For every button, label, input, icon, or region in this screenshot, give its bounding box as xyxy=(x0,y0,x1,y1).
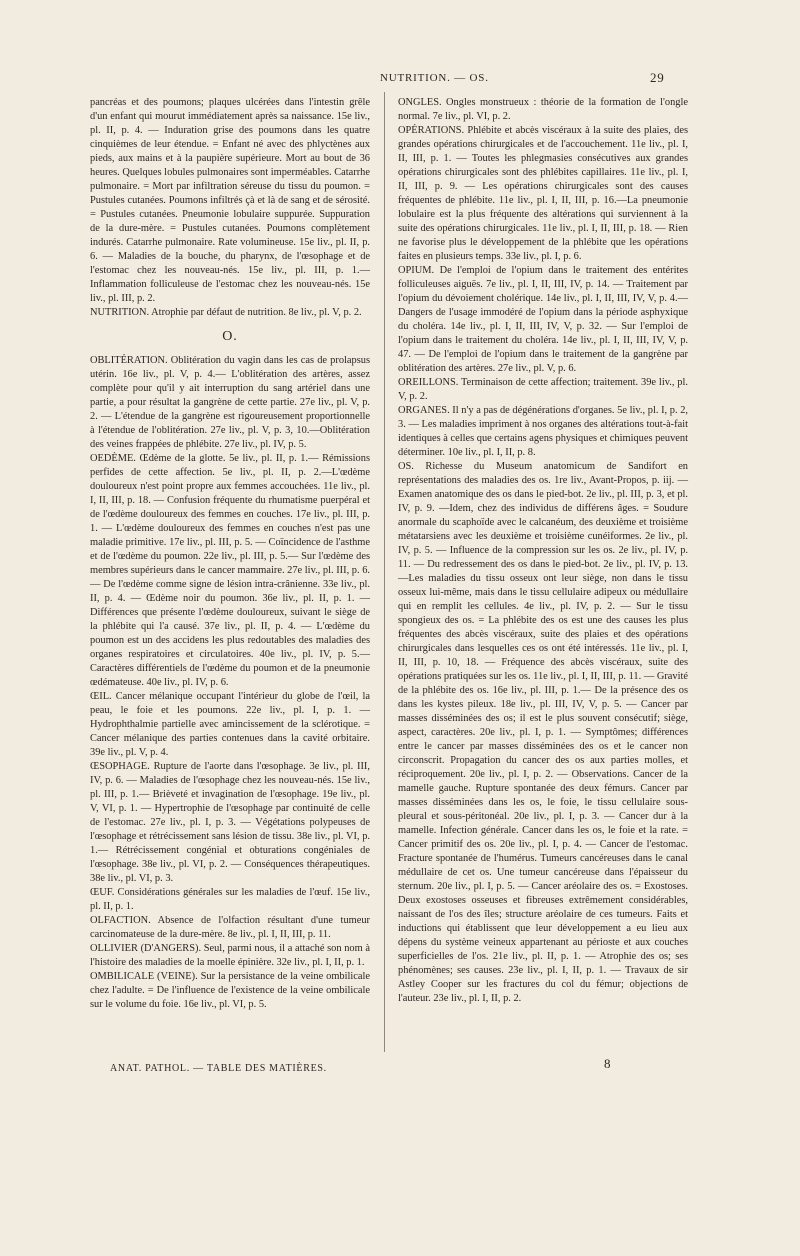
signature-mark: 8 xyxy=(604,1056,611,1071)
entry-paragraph: ONGLES. Ongles monstrueux : théorie de la formation de l'ongle normal. 7e liv., pl. VI, p. 2. xyxy=(398,97,688,122)
section-letter: O. xyxy=(222,329,238,344)
entry-paragraph: OS. Richesse du Museum anatomicum de Sandifort en représentations des maladies des os. 1re liv., Avant-Propos, p. iij. — Examen anatomique des os dans le pied-bot. 2e liv., pl. III, p. 3, et pl. IV, p. 9. —Idem, chez des individus de différens âges. = Soudure anormale du scaphoïde avec le calcanéum, des deuxième et troisième métatarsiens avec les deuxième et troisième cunéiformes. 2e liv., pl. IV, p. 5. — Influence de la compression sur les os. 2e liv., pl. IV, p. 11. — Du redressement des os dans le pied-bot. 2e liv., pl. IV, p. 13.—Les maladies du tissu osseux ont leur siège, non dans le tissu osseux lui-même, mais dans le tissu cellulaire adipeux ou médullaire qui en remplit les cellules. 4e liv., pl. IV, p. 2. — Sur le tissu spongieux des os. = La phlébite des os est une des causes les plus fréquentes des abcès viscéraux, suite des plaies et des opérations chirurgicales dans lesquelles ces os ont été intéressés. 11e liv., pl. I, II, III, p. 10, 18. — Fréquence des abcès viscéraux, suite des opérations pratiquées sur les os. 11e liv., pl. I, II, III, p. 11. — Gravité de la phlébite des os. 16e liv., pl. III, p. 1.— De la présence des os dans les kystes pileux. 18e liv., pl. III, IV, V, p. 5. — Cancer par masses disséminées des os; il est le plus souvent consécutif; siège, aspect, caractères. 20e liv., pl. I, p. 1. — Symptômes; différences entre le cancer par masses disséminées des os et le cancer non circonscrit. Propagation du cancer des os aux parties molles, et réciproquement. 20e liv., pl. I, p. 2. — Observations. Cancer de la mamelle gauche. Rupture spontanée des deux fémurs. Cancer par masses disséminées dans les os, le foie, le tissu cellulaire sous-pleural et sous-péritonéal. 20e liv., pl. I, p. 3. — Cancer dur à la mamelle. Infection générale. Cancer dans les os, le foie et la rate. = Cancer primitif des os. 20e liv., pl. I, p. 4. — Cancer de l'estomac. Fracture spontanée de l'humérus. Tumeurs cancéreuses dans le canal médullaire de cet os. Une tumeur cancéreuse dans l'épaisseur du sternum. 20e liv., pl. I, p. 5. — Cancer aréolaire des os. = Exostoses. Deux exostoses osseuses et fibreuses extrêmement considérables, naissant de l'os des îles; structure aréolaire de ces tumeurs. Faits et inductions qui établissent que leur développement a eu lieu aux dépens du système veineux appartenant au périoste et aux couches superficielles de l'os. 21e liv., pl. II, p. 1. — Atrophie des os; ses phénomènes; ses causes. 23e liv., pl. I, II, p. 1. — Travaux de sir Astley Cooper sur les fractures du col du fémur; objections de l'auteur. 23e liv., pl. I, II, p. 2. xyxy=(398,461,688,1004)
entry-paragraph: ŒIL. Cancer mélanique occupant l'intérieur du globe de l'œil, la peau, le foie et les poumons. 22e liv., pl. I, p. 1. — Hydrophthalmie partielle avec amincissement de la sclérotique. = Cancer mélanique des parties contenues dans la cavité orbitaire. 39e liv., pl. V, p. 4. xyxy=(90,691,370,758)
left-column xyxy=(90,96,370,1012)
page-number: 29 xyxy=(650,70,665,85)
entry-paragraph: OLLIVIER (D'ANGERS). Seul, parmi nous, il a attaché son nom à l'histoire des maladies de la moelle épinière. 32e liv., pl. I, II, p. 1. xyxy=(90,943,370,968)
entry-paragraph: OPIUM. De l'emploi de l'opium dans le traitement des entérites folliculeuses aiguës. 7e liv., pl. I, II, III, IV, p. 14. — Traitement par l'opium du dévoiement cholérique. 14e liv., pl. I, II, III, IV, V, p. 4.—Dangers de l'usage immodéré de l'opium dans la période asphyxique du choléra. 14e liv., pl. I, II, III, IV, V, p. 32. — Sur l'emploi de l'opium dans le traitement du choléra. 14e liv., pl. I, II, III, IV, V, p. 47. — De l'emploi de l'opium dans le traitement de la gangrène par oblitération des artères. 27e liv., pl. V, p. 6. xyxy=(398,265,688,374)
entry-paragraph: ŒSOPHAGE. Rupture de l'aorte dans l'œsophage. 3e liv., pl. III, IV, p. 6. — Maladies de l'œsophage chez les nouveau-nés. 15e liv., pl. III, p. 1.— Brièveté et invagination de l'œsophage. 19e liv., pl. V, VI, p. 1. — Hypertrophie de l'œsophage par continuité de celle de l'estomac. 27e liv., pl. I, p. 3. — Végétations polypeuses de l'œsophage et rétrécissement sans lésion de tissu. 38e liv., pl. VI, p. 1.— Rétrécissement congénial et obturations congéniales de l'œsophage. 38e liv., pl. VI, p. 2. — Conséquences thérapeutiques. 38e liv., pl. VI, p. 3. xyxy=(90,761,370,884)
entry-paragraph: OMBILICALE (VEINE). Sur la persistance de la veine ombilicale chez l'adulte. = De l'influence de l'existence de la veine ombilicale sur le volume du foie. 16e liv., pl. VI, p. 5. xyxy=(90,971,370,1010)
entry-paragraph: ORGANES. Il n'y a pas de dégénérations d'organes. 5e liv., pl. I, p. 2, 3. — Les maladies impriment à nos organes des altérations tout-à-fait identiques à celles que certains agens physiques et chimiques peuvent déterminer. 10e liv., pl. I, II, p. 8. xyxy=(398,405,688,458)
running-head xyxy=(0,72,800,88)
footer-title: ANAT. PATHOL. — TABLE DES MATIÈRES. xyxy=(110,1063,327,1074)
entry-paragraph: NUTRITION. Atrophie par défaut de nutrition. 8e liv., pl. V, p. 2. xyxy=(90,307,362,318)
entry-paragraph: OPÉRATIONS. Phlébite et abcès viscéraux à la suite des plaies, des grandes opérations chirurgicales et de l'accouchement. 11e liv., pl. I, II, III, p. 1. — Toutes les phlegmasies consécutives aux grandes opérations chirurgicales sont des phlébites capillaires. 11e liv., pl. I, II, III, p. 9. — Les opérations chirurgicales sont des causes fréquentes de phlébite. 11e liv., pl. I, II, III, p. 16.—La pneumonie lobulaire est la plus fréquente des altérations qui surviennent à la suite des opérations chirurgicales. 11e liv., pl. I, II, III, p. 18. — Rien ne favorise plus le développement de la phlébite que les opérations faites en plusieurs temps. 33e liv., pl. I, p. 6. xyxy=(398,125,688,262)
entry-paragraph: OBLITÉRATION. Oblitération du vagin dans les cas de prolapsus utérin. 16e liv., pl. V, p. 4.— L'oblitération des artères, assez complète pour qu'il y ait interruption du sang artériel dans une partie, a pour résultat la gangrène de cette partie. 27e liv., pl. V, p. 2. — L'étendue de la gangrène est rigoureusement proportionnelle à l'étendue de l'oblitération. 27e liv., pl. V, p. 3, 10.—Oblitération des veines frappées de phlébite. 27e liv., pl. IV, p. 5. xyxy=(90,355,370,450)
running-head-title: NUTRITION. — OS. xyxy=(380,72,489,84)
entry-paragraph: OREILLONS. Terminaison de cette affection; traitement. 39e liv., pl. V, p. 2. xyxy=(398,377,688,402)
entry-paragraph: OEDÈME. Œdème de la glotte. 5e liv., pl. II, p. 1.— Rémissions perfides de cette affection. 5e liv., pl. II, p. 2.—L'œdème douloureux n'est point propre aux femmes accouchées. 11e liv., pl. I, II, III, p. 18. — Confusion fréquente du rhumatisme puerpéral et de l'œdème douloureux des femmes en couches. 17e liv., pl. III, p. 1. — L'œdème douloureux des femmes en couches n'est pas une maladie primitive. 17e liv., pl. III, p. 5. — Coïncidence de l'asthme et de l'œdème du poumon. 22e liv., pl. III, p. 5.— Sur l'œdème des membres supérieurs dans le cancer mammaire. 27e liv., pl. III, p. 6. — De l'œdème comme signe de lésion intra-crânienne. 33e liv., pl. II, p. 4. — Œdème noir du poumon. 36e liv., pl. II, p. 1. — Différences que présente l'œdème douloureux, suivant le siège de la phlébite qui l'a causé. 37e liv., pl. II, p. 4. — L'œdème du poumon est un des accidens les plus redoutables des maladies des organes respiratoires et circulatoires. 40e liv., pl. IV, p. 5.—Caractères différentiels de l'œdème du poumon et de la pneumonie œdémateuse. 40e liv., pl. IV, p. 6. xyxy=(90,453,370,688)
right-column xyxy=(398,96,688,1006)
entry-paragraph: OLFACTION. Absence de l'olfaction résultant d'une tumeur carcinomateuse de la dure-mère. 8e liv., pl. I, II, III, p. 11. xyxy=(90,915,370,940)
column-divider xyxy=(384,92,385,1052)
entry-paragraph: ŒUF. Considérations générales sur les maladies de l'œuf. 15e liv., pl. II, p. 1. xyxy=(90,887,370,912)
entry-paragraph: pancréas et des poumons; plaques ulcérées dans l'intestin grêle d'un enfant qui mourut immédiatement après sa naissance. 15e liv., pl. II, p. 4. — Induration grise des poumons dans les quatre cinquièmes de leur étendue. = Enfant né avec des phlyctènes aux pieds, aux mains et à la paupière supérieure. Mort au bout de 36 heures. Quelques lobules pulmonaires sont imperméables. Catarrhe pulmonaire. = Mort par infiltration séreuse du tissu du poumon. = Pustules cutanées. Poumons infiltrés çà et là de sang et de sérosité. = Pustules cutanées. Pneumonie lobulaire suppurée. Suppuration de la dure-mère. = Pustules cutanées. Poumons complètement indurés. Catarrhe pulmonaire. Rate volumineuse. 15e liv., pl. II, p. 6. — Maladies de la bouche, du pharynx, de l'œsophage et de l'estomac chez les nouveau-nés. 15e liv., pl. III, p. 1.— Inflammation folliculeuse de l'estomac chez les nouveau-nés. 15e liv., pl. III, p. 2. xyxy=(90,97,370,304)
